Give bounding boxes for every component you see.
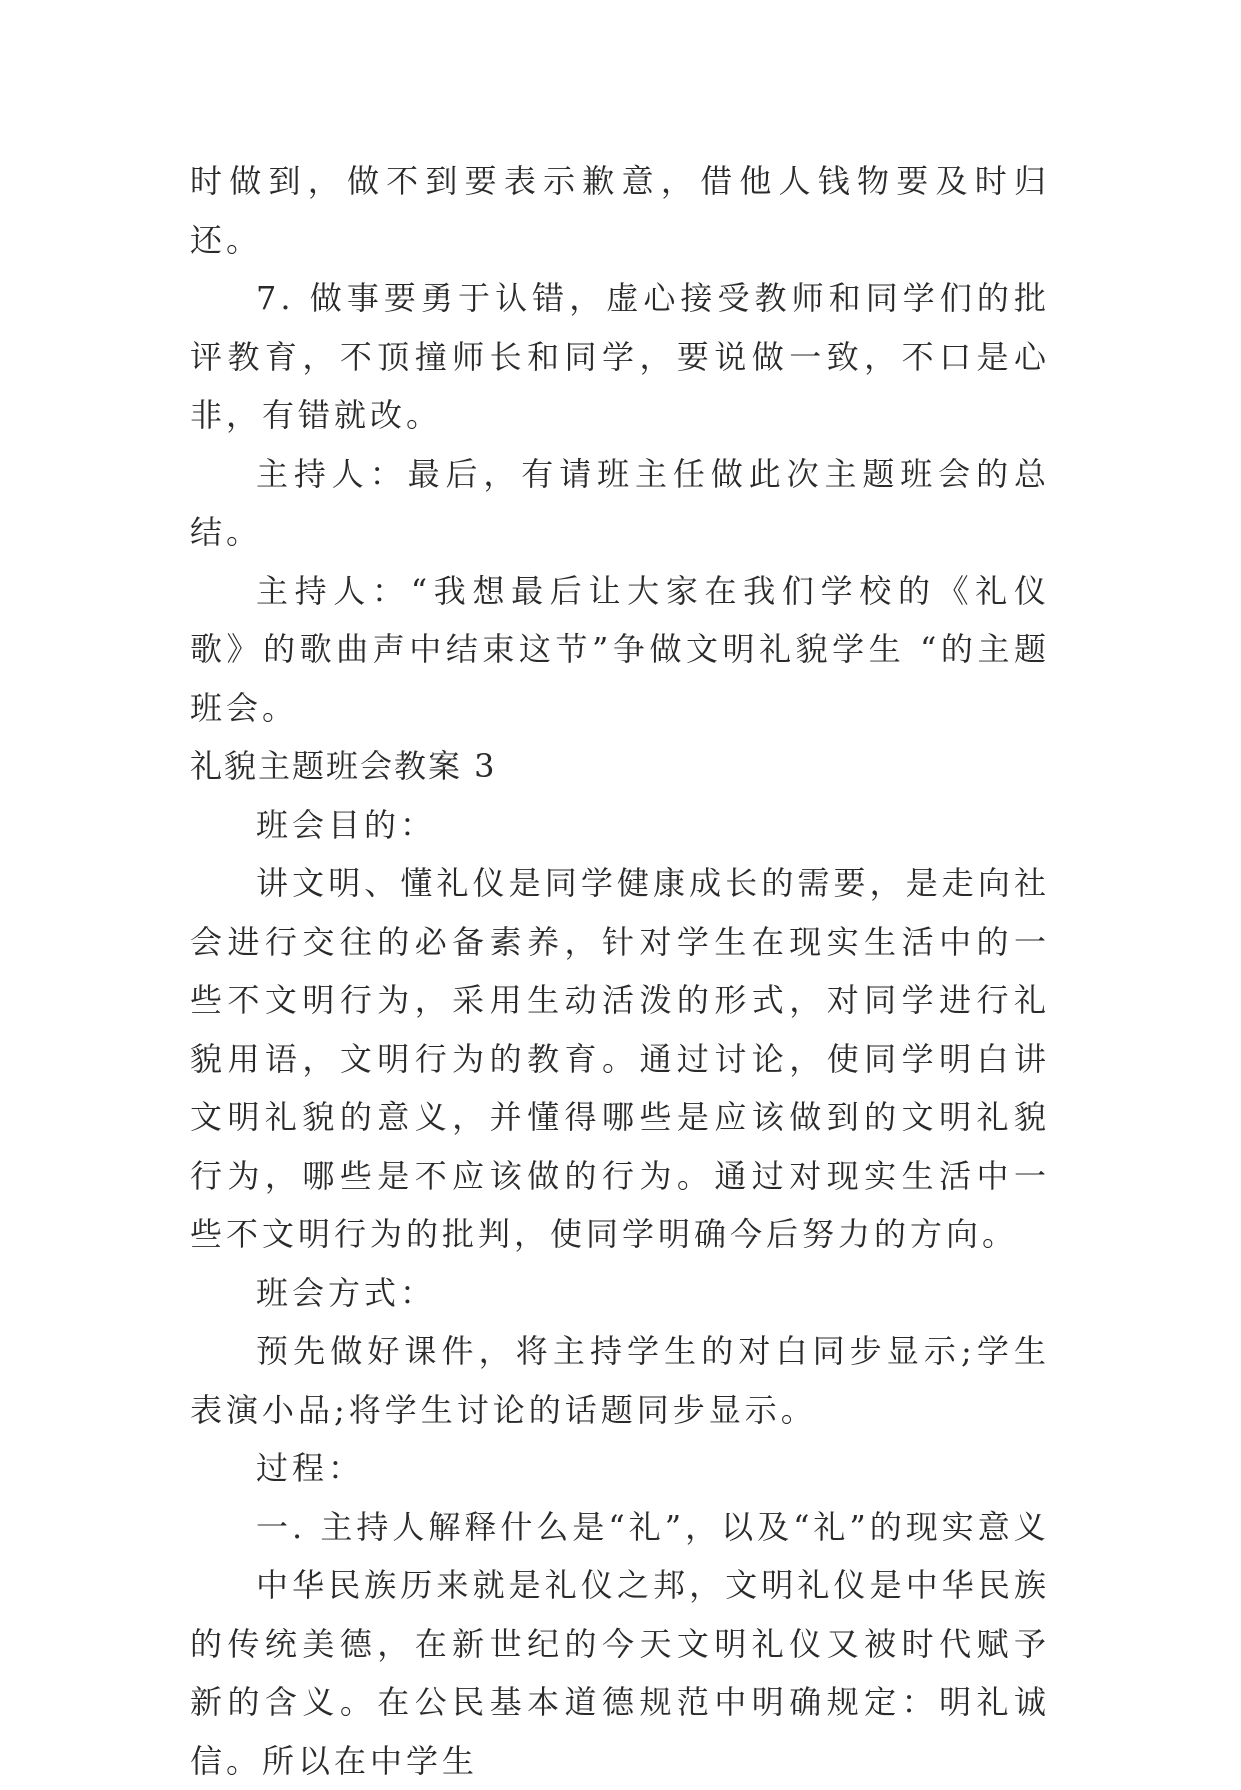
- paragraph-rule-7: 7. 做事要勇于认错，虚心接受教师和同学们的批评教育，不顶撞师长和同学，要说做一致，不口是心非，有错就改。: [190, 279, 1050, 434]
- paragraph-process-label: 过程：: [256, 1449, 365, 1487]
- paragraph-step-1-body: 中华民族历来就是礼仪之邦，文明礼仪是中华民族的传统美德，在新世纪的今天文明礼仪又被时代赋予新的含义。在公民基本道德规范中明确规定：明礼诚信。所以在中学生: [190, 1566, 1050, 1780]
- paragraph-purpose-label: 班会目的：: [256, 805, 437, 844]
- paragraph-method-body: 预先做好课件，将主持学生的对白同步显示;学生表演小品;将学生讨论的话题同步显示。: [190, 1332, 1050, 1429]
- paragraph-purpose-body: 讲文明、懂礼仪是同学健康成长的需要，是走向社会进行交往的必备素养，针对学生在现实生活中的一些不文明行为，采用生动活泼的形式，对同学进行礼貌用语，文明行为的教育。通过讨论，使同学明白讲文明礼貌的意义，并懂得哪些是应该做到的文明礼貌行为，哪些是不应该做的行为。通过对现实生活中一些不文明行为的批判，使同学明确今后努力的方向。: [190, 864, 1050, 1253]
- document-body: [190, 152, 1050, 1790]
- paragraph-continuation: 时做到，做不到要表示歉意，借他人钱物要及时归还。: [190, 162, 1050, 259]
- paragraph-method-label: 班会方式：: [256, 1273, 437, 1312]
- paragraph-host-summary: 主持人：最后，有请班主任做此次主题班会的总结。: [190, 454, 1050, 551]
- section-heading: 礼貌主题班会教案 3: [190, 747, 497, 785]
- paragraph-step-1: 一. 主持人解释什么是“礼”，以及“礼”的现实意义: [256, 1507, 1050, 1546]
- paragraph-host-closing: 主持人：“我想最后让大家在我们学校的《礼仪歌》的歌曲声中结束这节”争做文明礼貌学生 “的主题班会。: [190, 571, 1050, 727]
